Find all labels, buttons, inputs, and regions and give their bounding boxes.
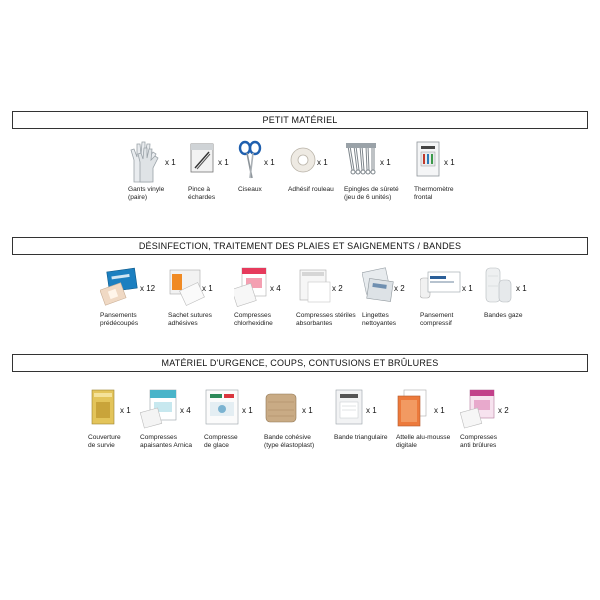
item-quantity: x 1 bbox=[242, 406, 253, 415]
item-pansements-predecoupes bbox=[100, 266, 170, 328]
item-label: Sachet sutures adhésives bbox=[168, 312, 212, 327]
item-quantity: x 2 bbox=[394, 284, 405, 293]
wipes-icon bbox=[362, 266, 396, 310]
item-compresses-anti-brulures bbox=[460, 388, 530, 450]
item-label: Compresses stériles absorbantes bbox=[296, 312, 356, 327]
section-header-petit-materiel bbox=[12, 111, 588, 129]
item-quantity: x 1 bbox=[202, 284, 213, 293]
item-compresses-chlorhexidine bbox=[234, 266, 304, 328]
tape-roll-icon bbox=[288, 140, 318, 184]
chlorhexidine-pads-icon bbox=[234, 266, 272, 310]
arnica-compress-icon bbox=[140, 388, 180, 432]
item-quantity: x 1 bbox=[434, 406, 445, 415]
item-compresses-arnica bbox=[140, 388, 210, 450]
safety-pins-icon bbox=[344, 140, 378, 184]
burn-compress-icon bbox=[460, 388, 500, 432]
item-quantity: x 1 bbox=[218, 158, 229, 167]
item-bande-cohesive bbox=[264, 388, 334, 450]
item-bande-triangulaire bbox=[334, 388, 404, 442]
item-quantity: x 1 bbox=[120, 406, 131, 415]
item-quantity: x 1 bbox=[165, 158, 176, 167]
thermometer-icon bbox=[414, 140, 442, 184]
section-title: PETIT MATÉRIEL bbox=[262, 115, 338, 125]
item-label: Pince à échardes bbox=[188, 186, 216, 201]
item-label: Epingles de sûreté (jeu de 6 unités) bbox=[344, 186, 399, 201]
section-title: MATÉRIEL D'URGENCE, COUPS, CONTUSIONS ET BRÛLURES bbox=[161, 358, 439, 368]
item-quantity: x 1 bbox=[366, 406, 377, 415]
item-label: Pansements prédécoupés bbox=[100, 312, 139, 327]
item-quantity: x 1 bbox=[302, 406, 313, 415]
item-thermometre-frontal bbox=[414, 140, 484, 202]
item-label: Bandes gaze bbox=[484, 312, 523, 319]
item-epingles-surete bbox=[344, 140, 414, 202]
item-label: Ciseaux bbox=[238, 186, 262, 193]
item-quantity: x 4 bbox=[270, 284, 281, 293]
item-attelle-digitale bbox=[396, 388, 466, 450]
item-bandes-gaze bbox=[484, 266, 554, 320]
cohesive-bandage-icon bbox=[264, 388, 300, 432]
item-label: Compresses anti brûlures bbox=[460, 434, 498, 449]
gloves-icon bbox=[128, 140, 162, 184]
item-quantity: x 1 bbox=[462, 284, 473, 293]
ice-pack-icon bbox=[204, 388, 240, 432]
item-quantity: x 12 bbox=[140, 284, 156, 293]
item-label: Lingettes nettoyantes bbox=[362, 312, 397, 327]
plasters-icon bbox=[100, 266, 140, 310]
item-quantity: x 1 bbox=[380, 158, 391, 167]
item-label: Couverture de survie bbox=[88, 434, 121, 449]
section-header-materiel-urgence bbox=[12, 354, 588, 372]
item-quantity: x 4 bbox=[180, 406, 191, 415]
item-quantity: x 1 bbox=[264, 158, 275, 167]
pressure-dressing-icon bbox=[420, 266, 462, 310]
finger-splint-icon bbox=[396, 388, 432, 432]
item-quantity: x 2 bbox=[498, 406, 509, 415]
item-compresses-steriles bbox=[296, 266, 366, 328]
item-label: Bande cohésive (type élastoplast) bbox=[264, 434, 315, 449]
item-quantity: x 1 bbox=[317, 158, 328, 167]
item-label: Gants vinyle (paire) bbox=[128, 186, 165, 201]
item-quantity: x 2 bbox=[332, 284, 343, 293]
item-quantity: x 1 bbox=[444, 158, 455, 167]
sterile-compress-icon bbox=[296, 266, 334, 310]
item-sachet-sutures bbox=[168, 266, 238, 328]
triangular-bandage-icon bbox=[334, 388, 368, 432]
item-label: Adhésif rouleau bbox=[288, 186, 334, 193]
item-label: Compresses chlorhexidine bbox=[234, 312, 273, 327]
item-label: Attelle alu-mousse digitale bbox=[396, 434, 451, 449]
item-label: Compresse de glace bbox=[204, 434, 238, 449]
scissors-icon bbox=[238, 140, 264, 184]
gauze-bandage-icon bbox=[484, 266, 516, 310]
item-label: Pansement compressif bbox=[420, 312, 454, 327]
item-label: Thermomètre frontal bbox=[414, 186, 454, 201]
item-pansement-compressif bbox=[420, 266, 490, 328]
section-title: DÉSINFECTION, TRAITEMENT DES PLAIES ET SAIGNEMENTS / BANDES bbox=[138, 241, 462, 251]
tweezers-icon bbox=[188, 140, 218, 184]
item-quantity: x 1 bbox=[516, 284, 527, 293]
survival-blanket-icon bbox=[88, 388, 118, 432]
item-label: Compresses apaisantes Arnica bbox=[140, 434, 193, 449]
section-header-desinfection bbox=[12, 237, 588, 255]
item-label: Bande triangulaire bbox=[334, 434, 388, 441]
